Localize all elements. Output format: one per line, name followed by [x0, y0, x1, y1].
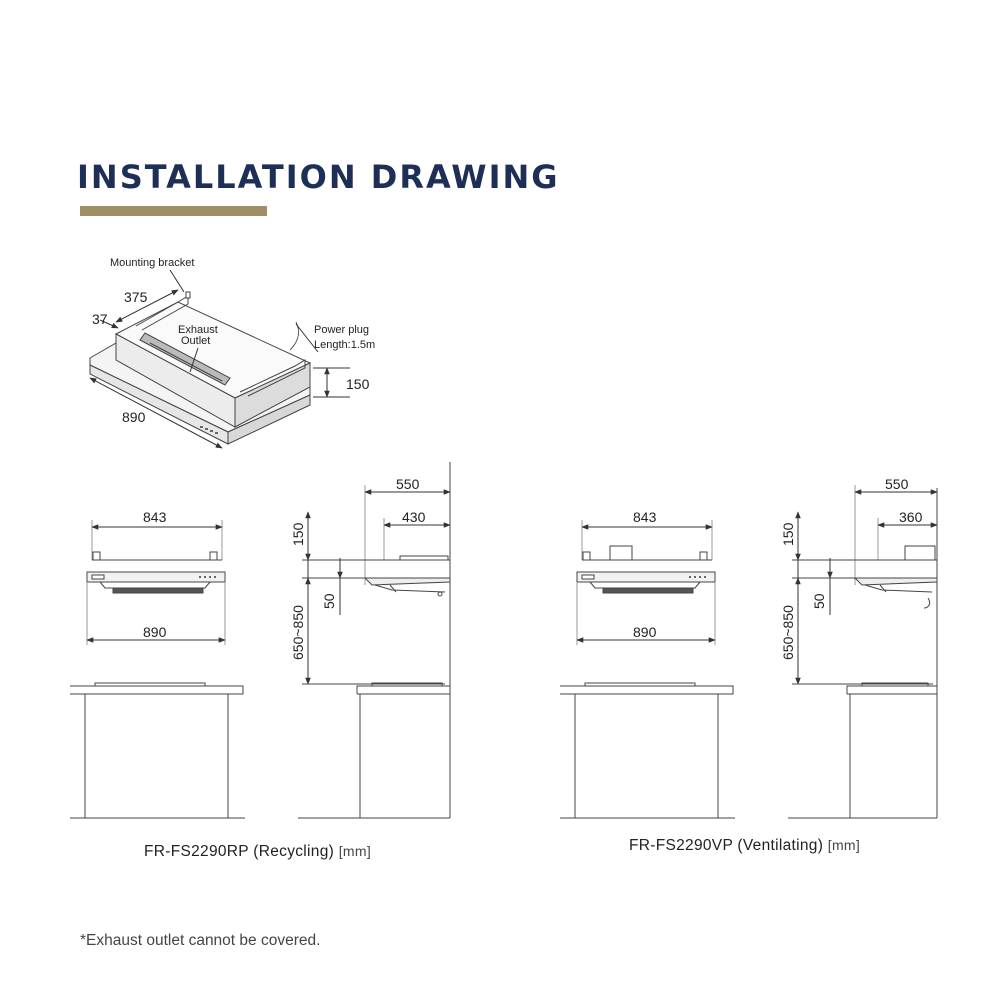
rp-side-dim-50: 50 — [321, 593, 337, 609]
page-title: INSTALLATION DRAWING — [77, 158, 560, 196]
vp-front-dim-890: 890 — [633, 624, 657, 640]
vp-side-dim-150: 150 — [780, 522, 796, 546]
footnote: *Exhaust outlet cannot be covered. — [80, 932, 321, 949]
power-plug-label-line2: Length:1.5m — [314, 339, 376, 351]
recycling-caption — [144, 843, 371, 861]
rp-side-dim-150: 150 — [290, 522, 306, 546]
power-plug-label-line1: Power plug — [314, 324, 370, 336]
recycling-caption-unit: [mm] — [338, 843, 372, 859]
rp-side-dim-clearance: 650~850 — [290, 605, 306, 660]
iso-dim-37: 37 — [92, 311, 108, 327]
rp-front-dim-843: 843 — [143, 509, 167, 525]
ventilating-caption-model: FR-FS2290VP (Ventilating) — [629, 837, 824, 854]
vp-side-dim-50: 50 — [811, 593, 827, 609]
exhaust-label-line1: Exhaust — [178, 324, 218, 336]
ventilating-side-view — [788, 485, 937, 818]
rp-front-dim-890: 890 — [143, 624, 167, 640]
iso-dim-375: 375 — [124, 289, 148, 305]
vp-front-dim-843: 843 — [633, 509, 657, 525]
iso-dim-890: 890 — [122, 409, 146, 425]
recycling-caption-model: FR-FS2290RP (Recycling) — [144, 843, 335, 860]
iso-dim-150: 150 — [346, 376, 370, 392]
exhaust-label-line2: Outlet — [181, 335, 211, 347]
mounting-bracket-label: Mounting bracket — [110, 257, 195, 269]
vp-side-dim-clearance: 650~850 — [780, 605, 796, 660]
rp-side-dim-430: 430 — [402, 509, 426, 525]
recycling-side-view — [298, 462, 450, 818]
rp-side-dim-550: 550 — [396, 476, 420, 492]
recycling-front-view — [70, 520, 245, 818]
ventilating-caption — [629, 837, 860, 855]
vp-side-dim-550: 550 — [885, 476, 909, 492]
ventilating-caption-unit: [mm] — [827, 837, 861, 853]
ventilating-front-view — [560, 520, 735, 818]
vp-side-dim-360: 360 — [899, 509, 923, 525]
